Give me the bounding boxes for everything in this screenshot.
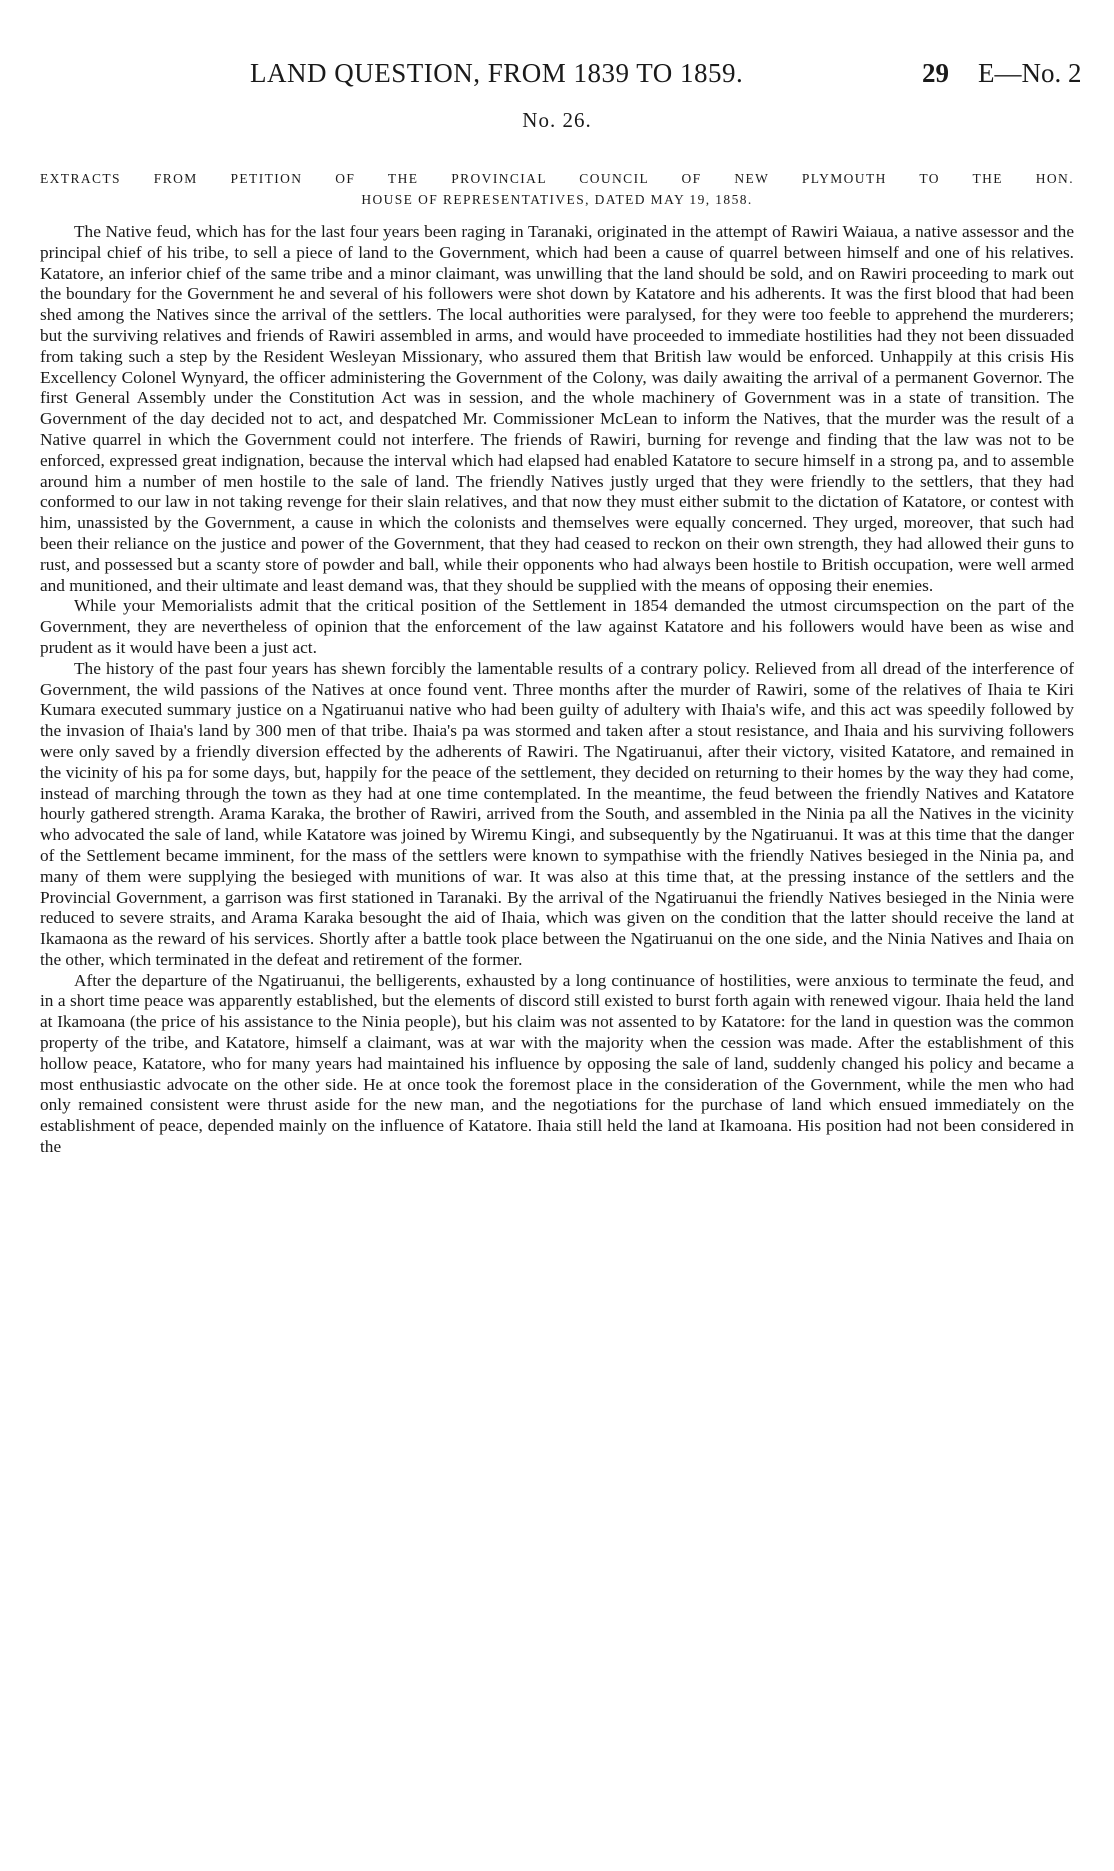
document-heading [40, 168, 1074, 210]
paragraph: After the departure of the Ngatiruanui, the belligerents, exhausted by a long continuance of hostilities, were anxious to terminate the feud, and in a short time peace was apparently established, but the elements of discord still existed to burst forth again with renewed vigour. Ihaia held the land at Ikamoana (the price of his assistance to the Ninia people), but his claim was not assented to by Katatore: for the land in question was the common property of the tribe, and Katatore, himself a claimant, was at war with the majority when the cession was made. After the establishment of this hollow peace, Katatore, who for many years had maintained his influence by opposing the sale of land, suddenly changed his policy and became a most enthusiastic advocate on the other side. He at once took the foremost place in the consideration of the Government, while the men who had only remained consistent were thrust aside for the new man, and the negotiations for the purchase of land which ensued immediately on the establishment of peace, depended mainly on the influence of Katatore. Ihaia still held the land at Ikamoana. His position had not been considered in the [40, 970, 1074, 1157]
heading-line-2: HOUSE OF REPRESENTATIVES, DATED MAY 19, 1858. [361, 192, 753, 207]
series-reference: E—No. 2 [978, 58, 1082, 88]
heading-line-1: EXTRACTS FROM PETITION OF THE PROVINCIAL COUNCIL OF NEW PLYMOUTH TO THE HON. [40, 171, 1074, 186]
running-title: LAND QUESTION, FROM 1839 TO 1859. [250, 58, 744, 88]
document-body [40, 222, 1074, 1158]
page-number: 29 [922, 58, 949, 88]
paragraph: The Native feud, which has for the last four years been raging in Taranaki, originated in the attempt of Rawiri Waiaua, a native assessor and the principal chief of his tribe, to sell a piece of land to the Government, which had been a cause of quarrel between himself and one of his relatives. Katatore, an inferior chief of the same tribe and a minor claimant, was unwilling that the land should be sold, and on Rawiri proceeding to mark out the boundary for the Government he and several of his followers were shot down by Katatore and his adherents. It was the first blood that had been shed among the Natives since the arrival of the settlers. The local authorities were paralysed, for they were too feeble to apprehend the murderers; but the surviving relatives and friends of Rawiri assembled in arms, and would have proceeded to immediate hostilities had they not been dissuaded from taking such a step by the Resident Wesleyan Missionary, who assured them that British law would be enforced. Unhappily at this crisis His Excellency Colonel Wynyard, the officer administering the Government of the Colony, was daily awaiting the arrival of a permanent Governor. The first General Assembly under the Constitution Act was in session, and the whole machinery of Government was in a state of transition. The Government of the day decided not to act, and despatched Mr. Commissioner McLean to inform the Natives, that the murder was the result of a Native quarrel in which the Government could not interfere. The friends of Rawiri, burning for revenge and finding that the law was not to be enforced, expressed great indignation, because the interval which had elapsed had enabled Katatore to secure himself in a strong pa, and to assemble around him a number of men hostile to the sale of land. The friendly Natives justly urged that they were friendly to the settlers, that they had conformed to our law in not taking revenge for their slain relatives, and that now they must either submit to the dictation of Katatore, or contest with him, unassisted by the Government, a cause in which the colonists and themselves were equally concerned. They urged, moreover, that such had been their reliance on the justice and power of the Government, that they had ceased to reckon on their own strength, they had allowed their guns to rust, and possessed but a scanty store of powder and ball, while their opponents who had always been hostile to British occupation, were well armed and munitioned, and their ultimate and least demand was, that they should be supplied with the means of opposing their enemies. [40, 222, 1074, 595]
paragraph: The history of the past four years has shewn forcibly the lamentable results of a contrary policy. Relieved from all dread of the interference of Government, the wild passions of the Natives at once found vent. Three months after the murder of Rawiri, some of the relatives of Ihaia te Kiri Kumara executed summary justice on a Ngatiruanui native who had been guilty of adultery with Ihaia's wife, and this act was speedily followed by the invasion of Ihaia's land by 300 men of that tribe. Ihaia's pa was stormed and taken after a stout resistance, and Ihaia and his surviving followers were only saved by a friendly diversion effected by the adherents of Rawiri. The Ngatiruanui, after their victory, visited Katatore, and remained in the vicinity of his pa for some days, but, happily for the peace of the settlement, they decided on returning to their homes by the way they had come, instead of marching through the town as they had at one time contemplated. In the meantime, the feud between the friendly Natives and Katatore hourly gathered strength. Arama Karaka, the brother of Rawiri, arrived from the South, and assembled in the Ninia pa all the Natives in the vicinity who advocated the sale of land, while Katatore was joined by Wiremu Kingi, and subsequently by the Ngatiruanui. It was at this time that the danger of the Settlement became imminent, for the mass of the settlers were known to sympathise with the friendly Natives besieged in the Ninia pa, and many of them were supplying the besieged with munitions of war. It was also at this time that, at the pressing instance of the settlers and the Provincial Government, a garrison was first stationed in Taranaki. By the arrival of the Ngatiruanui the friendly Natives besieged in the Ninia were reduced to severe straits, and Arama Karaka besought the aid of Ihaia, which was given on the condition that the latter should receive the land at Ikamaona as the reward of his services. Shortly after a battle took place between the Ngatiruanui on the one side, and the Ninia Natives and Ihaia on the other, which terminated in the defeat and retirement of the former. [40, 658, 1074, 969]
document-number: No. 26. [522, 108, 592, 132]
paragraph: While your Memorialists admit that the critical position of the Settlement in 1854 demanded the utmost circumspection on the part of the Government, they are nevertheless of opinion that the enforcement of the law against Katatore and his followers would have been as wise and prudent as it would have been a just act. [40, 596, 1074, 657]
